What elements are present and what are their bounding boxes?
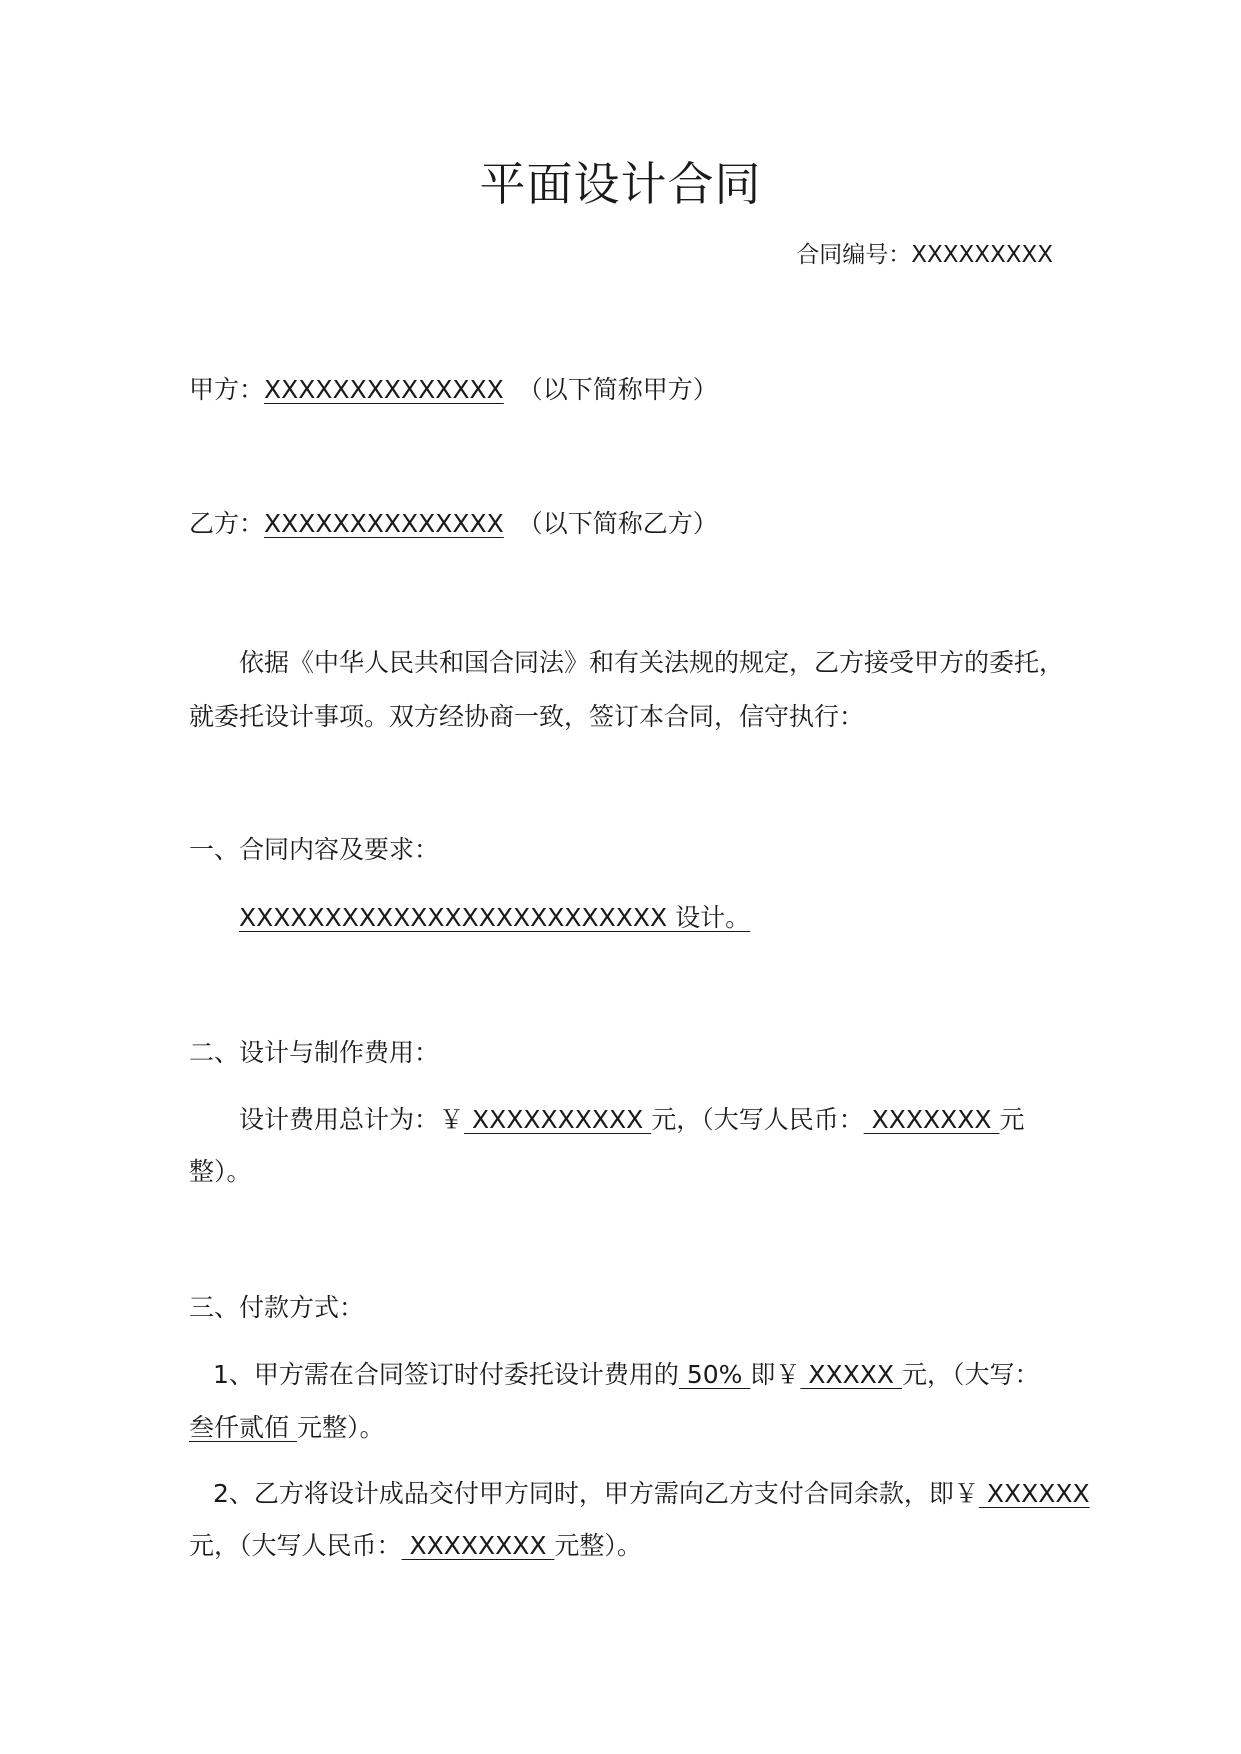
payment-1-end: 元整）。 (296, 1413, 385, 1442)
contract-number-value: XXXXXXXXX (911, 242, 1053, 268)
design-fee-prefix: 设计费用总计为：￥ (239, 1105, 465, 1134)
payment-2-line2-prefix: 元，（大写人民币： (189, 1531, 402, 1560)
payment-item-1 (213, 1355, 1039, 1391)
party-b-note: （以下简称乙方） (517, 509, 718, 538)
payment-1-suffix: 元，（大写： (901, 1360, 1040, 1389)
payment-1-amount-cn: 叁仟贰佰 (189, 1413, 297, 1442)
section-2-heading: 二、设计与制作费用： (189, 1038, 440, 1067)
party-a-label: 甲方： (189, 375, 265, 404)
payment-2-amount-cn: XXXXXXXX (401, 1531, 555, 1560)
contract-number-label: 合同编号： (796, 242, 912, 268)
section-1-heading: 一、合同内容及要求： (189, 835, 440, 864)
design-fee-amount: XXXXXXXXXX (464, 1105, 652, 1134)
preamble-line-1: 依据《中华人民共和国合同法》和有关法规的规定，乙方接受甲方的委托， (239, 648, 1065, 677)
payment-2-line2-suffix: 元整）。 (554, 1531, 642, 1560)
payment-1-percent: 50% (678, 1360, 751, 1389)
payment-1-mid: 即￥ (750, 1360, 801, 1389)
payment-item-2-line-2 (189, 1526, 642, 1562)
payment-item-2 (213, 1474, 1090, 1510)
payment-2-prefix: 2、乙方将设计成品交付甲方同时，甲方需向乙方支付合同余款，即￥ (213, 1479, 979, 1508)
payment-1-amount: XXXXX (800, 1360, 902, 1389)
party-b-label: 乙方： (189, 509, 265, 538)
section-1-content (239, 898, 750, 934)
payment-item-1-line-2 (189, 1408, 384, 1444)
party-b-name: XXXXXXXXXXXXXX (264, 509, 504, 538)
design-fee-amount-cn: XXXXXXX (863, 1105, 1000, 1134)
payment-2-amount: XXXXXX (978, 1479, 1090, 1508)
section-3-heading: 三、付款方式： (189, 1293, 365, 1322)
party-a-note: （以下简称甲方） (517, 375, 718, 404)
party-b-line (189, 504, 718, 540)
payment-1-prefix: 1、甲方需在合同签订时付委托设计费用的 (213, 1360, 679, 1389)
party-a-name: XXXXXXXXXXXXXX (264, 375, 504, 404)
contract-number (796, 236, 1053, 269)
preamble-line-2: 就委托设计事项。双方经协商一致，签订本合同，信守执行： (189, 702, 865, 731)
design-fee-suffix: 元 (999, 1105, 1025, 1134)
design-fee-line-2: 整）。 (189, 1157, 252, 1186)
design-fee-line (239, 1100, 1025, 1136)
document-title: 平面设计合同 (479, 157, 762, 211)
design-content: XXXXXXXXXXXXXXXXXXXXXXXXX 设计。 (239, 903, 751, 932)
party-a-line (189, 370, 718, 406)
design-fee-mid: 元，（大写人民币： (651, 1105, 864, 1134)
